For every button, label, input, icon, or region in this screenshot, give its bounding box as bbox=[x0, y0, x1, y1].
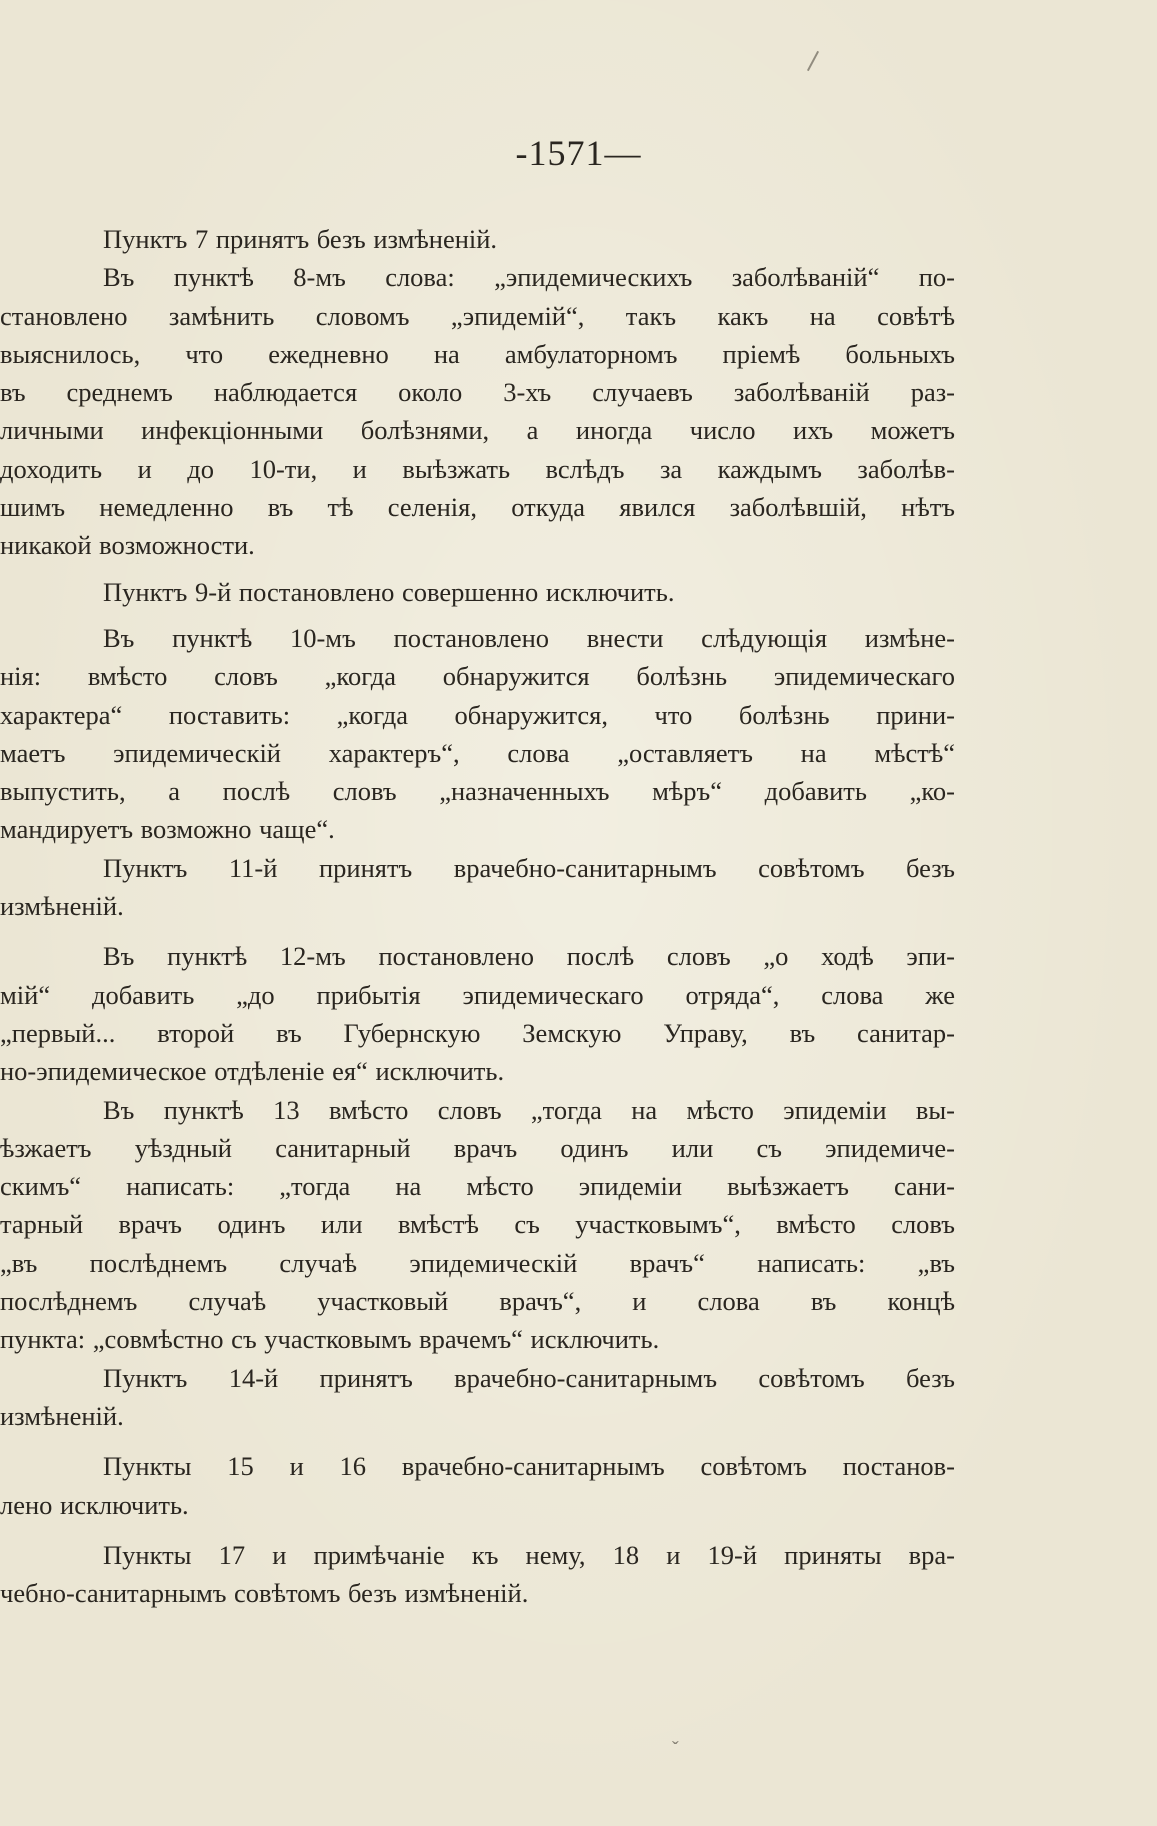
text-line: Въ пунктѣ 13 вмѣсто словъ „тогда на мѣсто эпидеміи вы- bbox=[103, 1094, 955, 1125]
stray-pencil-mark bbox=[807, 51, 819, 71]
paragraph-4 bbox=[0, 619, 955, 849]
paragraph-6 bbox=[0, 937, 955, 1090]
paragraph-7 bbox=[0, 1091, 955, 1359]
paragraph-9 bbox=[0, 1447, 955, 1524]
text-line: никакой возможности. bbox=[0, 530, 255, 561]
paragraph-1 bbox=[103, 220, 955, 258]
text-line: послѣднемъ случаѣ участковый врачъ“, и слова въ концѣ bbox=[0, 1286, 955, 1317]
text-line: „въ послѣднемъ случаѣ эпидемическій врачъ“ написать: „въ bbox=[0, 1247, 955, 1278]
text-line: доходить и до 10-ти, и выѣзжать вслѣдъ за каждымъ заболѣв- bbox=[0, 453, 955, 484]
text-line: скимъ“ написать: „тогда на мѣсто эпидеміи выѣзжаетъ сани- bbox=[0, 1171, 955, 1202]
paragraph-3 bbox=[103, 573, 955, 611]
text-line: маетъ эпидемическій характеръ“, слова „оставляетъ на мѣстѣ“ bbox=[0, 737, 955, 768]
text-line: Пунктъ 9-й постановлено совершенно исключить. bbox=[103, 576, 675, 607]
text-line: измѣненій. bbox=[0, 891, 124, 922]
text-line: выяснилось, что ежедневно на амбулаторномъ пріемѣ больныхъ bbox=[0, 338, 955, 369]
paragraph-8 bbox=[0, 1359, 955, 1436]
text-line: Пунктъ 7 принятъ безъ измѣненій. bbox=[103, 224, 498, 254]
text-line: „первый... второй въ Губернскую Земскую Управу, въ санитар- bbox=[0, 1017, 955, 1048]
text-line: личными инфекціонными болѣзнями, а иногда число ихъ можетъ bbox=[0, 415, 955, 446]
text-line: Пунктъ 11-й принятъ врачебно-санитарнымъ совѣтомъ безъ bbox=[103, 852, 955, 883]
text-line: ѣзжаетъ уѣздный санитарный врачъ одинъ или съ эпидемиче- bbox=[0, 1132, 955, 1163]
text-line: характера“ поставить: „когда обнаружится, что болѣзнь прини- bbox=[0, 699, 955, 730]
text-line: измѣненій. bbox=[0, 1400, 124, 1431]
body-text bbox=[0, 220, 955, 1612]
text-line: Въ пунктѣ 8-мъ слова: „эпидемическихъ заболѣваній“ по- bbox=[103, 262, 955, 293]
page-number: -1571— bbox=[515, 133, 642, 173]
text-line: въ среднемъ наблюдается около 3-хъ случаевъ заболѣваній раз- bbox=[0, 377, 955, 408]
paragraph-2 bbox=[0, 258, 955, 564]
text-line: но-эпидемическое отдѣленіе ея“ исключить. bbox=[0, 1056, 505, 1087]
paragraph-5 bbox=[0, 849, 955, 926]
text-line: тарный врачъ одинъ или вмѣстѣ съ участковымъ“, вмѣсто словъ bbox=[0, 1209, 955, 1240]
stray-pencil-mark-bottom: ˇ bbox=[672, 1738, 679, 1760]
text-line: становлено замѣнить словомъ „эпидемій“, такъ какъ на совѣтѣ bbox=[0, 300, 955, 331]
text-line: выпустить, а послѣ словъ „назначенныхъ мѣръ“ добавить „ко- bbox=[0, 776, 955, 807]
paragraph-10 bbox=[0, 1536, 955, 1613]
text-line: лено исключить. bbox=[0, 1489, 189, 1520]
text-line: нія: вмѣсто словъ „когда обнаружится болѣзнь эпидемическаго bbox=[0, 661, 955, 692]
text-line: Пункты 15 и 16 врачебно-санитарнымъ совѣтомъ постанов- bbox=[103, 1451, 955, 1482]
text-line: Пункты 17 и примѣчаніе къ нему, 18 и 19-й приняты вра- bbox=[103, 1539, 955, 1570]
text-line: Пунктъ 14-й принятъ врачебно-санитарнымъ совѣтомъ безъ bbox=[103, 1362, 955, 1393]
text-line: мій“ добавить „до прибытія эпидемическаго отряда“, слова же bbox=[0, 979, 955, 1010]
text-line: пункта: „совмѣстно съ участковымъ врачемъ“ исключить. bbox=[0, 1324, 660, 1355]
text-line: Въ пунктѣ 10-мъ постановлено внести слѣдующія измѣне- bbox=[103, 622, 955, 653]
text-line: Въ пунктѣ 12-мъ постановлено послѣ словъ „о ходѣ эпи- bbox=[103, 941, 955, 972]
text-line: мандируетъ возможно чаще“. bbox=[0, 814, 335, 845]
text-line: шимъ немедленно въ тѣ селенія, откуда явился заболѣвшій, нѣтъ bbox=[0, 492, 955, 523]
text-line: чебно-санитарнымъ совѣтомъ безъ измѣненій. bbox=[0, 1578, 529, 1609]
